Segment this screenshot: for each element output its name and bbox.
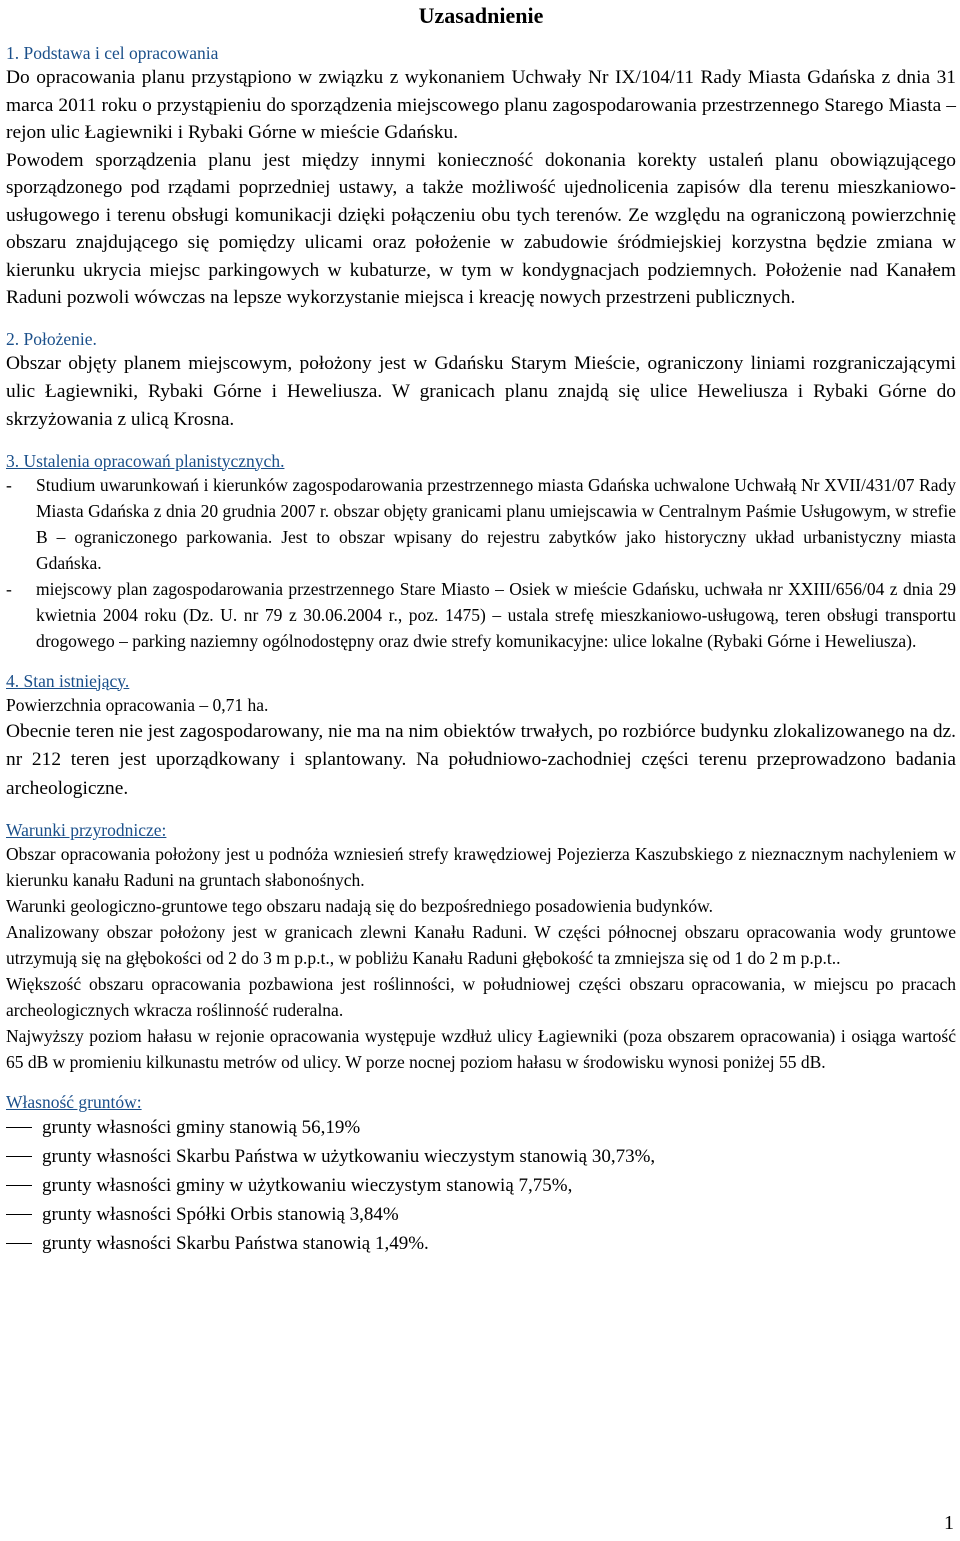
ownership-item <box>6 1171 956 1200</box>
section3-list-item <box>6 576 956 654</box>
section3-item-text: miejscowy plan zagospodarowania przestrzennego Stare Miasto – Osiek w mieście Gdańsku, uchwała nr XXIII/656/04 z dnia 29 kwietnia 2004 roku (Dz. U. nr 79 z 30.06.2004 r., poz. 1475) – ustala strefę mieszkaniowo-usługową, teren obsługi transportu drogowego – parking naziemny ogólnodostępny oraz dwie strefy komunikacyjne: ulice lokalne (Rybaki Górne i Heweliusza). <box>36 578 956 651</box>
section1-paragraph-1: Do opracowania planu przystąpiono w związku z wykonaniem Uchwały Nr IX/104/11 Rady Miasta Gdańska z dnia 31 marca 2011 roku o przystąpieniu do sporządzenia miejscowego planu zagospodarowania przestrzennego Starego Miasta – rejon ulic Łagiewniki i Rybaki Górne w mieście Gdańsku. <box>6 67 956 143</box>
ownership-item-text: grunty własności gminy stanowią 56,19% <box>42 1117 361 1138</box>
nature-paragraph: Warunki geologiczno-gruntowe tego obszaru nadają się do bezpośredniego posadowienia budynków. <box>6 896 713 916</box>
dash-icon <box>6 1243 32 1244</box>
section2-paragraph-1: Obszar objęty planem miejscowym, położony jest w Gdańsku Starym Mieście, ograniczony liniami rozgraniczającymi ulic Łagiewniki, Rybaki Górne i Heweliusza. W granicach planu znajdą się ulice Heweliusza i Rybaki Górne do skrzyżowania z ulicą Krosna. <box>6 352 956 430</box>
dash-icon <box>6 1185 32 1186</box>
document-title: Uzasadnienie <box>418 3 544 28</box>
section2-heading: 2. Położenie. <box>6 328 97 349</box>
dash-icon <box>6 1127 32 1128</box>
document-page <box>6 0 956 1258</box>
section3-heading: 3. Ustalenia opracowań planistycznych. <box>6 450 285 471</box>
dash-icon <box>6 1214 32 1215</box>
section1-heading: 1. Podstawa i cel opracowania <box>6 43 219 63</box>
section1-paragraph-2: Powodem sporządzenia planu jest między innymi konieczność dokonania korekty ustaleń planu obowiązującego sporządzonego pod rządami poprzedniej ustawy, a także możliwość ujednolicenia zapisów dla terenu mieszkaniowo-usługowego i terenu obsługi komunikacji dzięki połączeniu obu tych terenów. Ze względu na ograniczoną powierzchnię obszaru znajdującego się pomiędzy ulicami oraz położenie w zabudowie śródmiejskiej korzystna będzie zmiana w kierunku ukrycia miejsc parkingowych w kubaturze, w tym w kondygnacjach podziemnych. Położenie nad Kanałem Raduni pozwoli wówczas na lepsze wykorzystanie miejsca i kreację nowych przestrzeni publicznych. <box>6 149 956 308</box>
list-dash: - <box>6 578 12 599</box>
page-number: 1 <box>944 1512 954 1534</box>
ownership-heading: Własność gruntów: <box>6 1092 142 1112</box>
nature-paragraph: Większość obszaru opracowania pozbawiona jest roślinności, w południowej części obszaru opracowania, w miejscu po pracach archeologicznych wkracza roślinność ruderalna. <box>6 974 956 1020</box>
ownership-item <box>6 1113 956 1142</box>
nature-paragraph: Obszar opracowania położony jest u podnóża wzniesień strefy krawędziowej Pojezierza Kaszubskiego z nieznacznym nachyleniem w kierunku kanału Raduni na gruntach słabonośnych. <box>6 844 956 890</box>
dash-icon <box>6 1156 32 1157</box>
ownership-item <box>6 1142 956 1171</box>
nature-paragraph: Analizowany obszar położony jest w granicach zlewni Kanału Raduni. W części północnej obszaru opracowania wody gruntowe utrzymują się na głębokości od 2 do 3 m p.p.t., w pobliżu Kanału Raduni głębokość ta zmniejsza się od 1 do 2 m p.p.t.. <box>6 922 956 968</box>
ownership-item-text: grunty własności Spółki Orbis stanowią 3,84% <box>42 1204 399 1225</box>
ownership-item <box>6 1229 956 1258</box>
ownership-item <box>6 1200 956 1229</box>
ownership-item-text: grunty własności Skarbu Państwa stanowią 1,49%. <box>42 1233 429 1254</box>
list-dash: - <box>6 474 12 495</box>
section4-paragraph-1: Obecnie teren nie jest zagospodarowany, nie ma na nim obiektów trwałych, po rozbiórce budynku zlokalizowanego na dz. nr 212 teren jest uporządkowany i splantowany. Na południowo-zachodniej części terenu przeprowadzono badania archeologiczne. <box>6 720 956 799</box>
area-text: Powierzchnia opracowania – 0,71 ha. <box>6 694 269 715</box>
section4-heading: 4. Stan istniejący. <box>6 670 130 691</box>
ownership-item-text: grunty własności gminy w użytkowaniu wieczystym stanowią 7,75%, <box>42 1175 573 1196</box>
nature-heading: Warunki przyrodnicze: <box>6 820 167 840</box>
nature-paragraph: Najwyższy poziom hałasu w rejonie opracowania występuje wzdłuż ulicy Łagiewniki (poza obszarem opracowania) i osiąga wartość 65 dB w promieniu kilkunastu metrów od ulicy. W porze nocnej poziom hałasu w środowisku wynosi poniżej 55 dB. <box>6 1026 956 1072</box>
section3-list-item <box>6 472 956 576</box>
ownership-item-text: grunty własności Skarbu Państwa w użytkowaniu wieczystym stanowią 30,73%, <box>42 1146 656 1167</box>
section3-item-text: Studium uwarunkowań i kierunków zagospodarowania przestrzennego miasta Gdańska uchwalone Uchwałą Nr XVII/431/07 Rady Miasta Gdańska z dnia 20 grudnia 2007 r. obszar objęty granicami planu umiejscawia w Centralnym Paśmie Usługowym, w strefie B – ograniczonego parkowania. Jest to obszar wpisany do rejestru zabytków jako historyczny układ urbanistyczny miasta Gdańska. <box>36 474 956 573</box>
